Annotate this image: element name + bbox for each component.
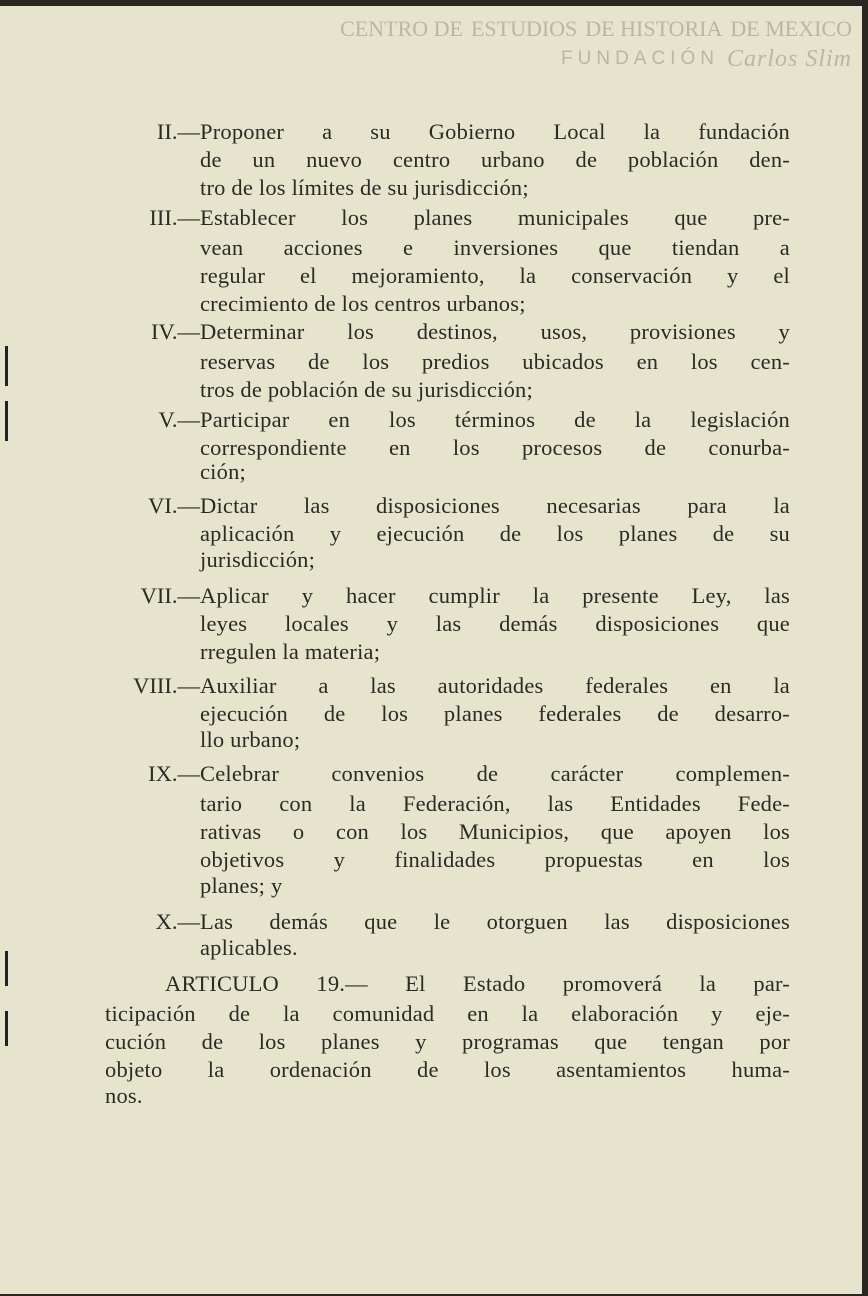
article-text-line: ticipación de la comunidad en la elaboración y eje- [105,1001,790,1026]
item-text-line: de un nuevo centro urbano de población den- [200,147,790,172]
item-text-line: Proponer a su Gobierno Local la fundación [200,119,790,144]
item-numeral: IX.— [148,761,200,786]
item-numeral: X.— [155,909,200,934]
item-text-line: rregulen la materia; [200,639,381,664]
watermark-line: CENTRO DE [340,16,463,41]
item-text-line: tro de los límites de su jurisdicción; [200,175,529,200]
watermark-logo [232,14,852,74]
watermark-signature: Carlos Slim [726,46,852,72]
watermark-title-row [232,14,852,44]
item-text-line: Celebrar convenios de carácter complemen- [200,761,790,786]
item-text-line: aplicables. [200,935,298,960]
watermark-line: ESTUDIOS [470,16,578,41]
binding-mark [5,951,8,986]
article-text-line: nos. [105,1083,143,1108]
item-text-line: ción; [200,459,246,484]
item-text-line: tario con la Federación, las Entidades Fede- [200,791,790,816]
watermark-line: DE HISTORIA [585,16,723,41]
item-numeral: III.— [149,205,200,230]
item-text-line: crecimiento de los centros urbanos; [200,291,526,316]
item-text-line: correspondiente en los procesos de conurba- [200,435,790,460]
binding-mark [5,346,8,386]
item-text-line: objetivos y finalidades propuestas en los [200,847,790,872]
item-numeral: VII.— [140,583,200,608]
item-text-line: rativas o con los Municipios, que apoyen los [200,819,790,844]
article-text-line: ARTICULO 19.— El Estado promoverá la par- [165,971,790,996]
item-text-line: leyes locales y las demás disposiciones que [200,611,790,636]
item-text-line: tros de población de su jurisdicción; [200,377,533,402]
item-text-line: ejecución de los planes federales de desarro- [200,701,790,726]
item-text-line: vean acciones e inversiones que tiendan a [200,235,790,260]
binding-mark [5,401,8,441]
article-text-line: cución de los planes y programas que tengan por [105,1029,790,1054]
item-text-line: aplicación y ejecución de los planes de su [200,521,790,546]
item-text-line: Determinar los destinos, usos, provisiones y [200,319,790,344]
item-text-line: Participar en los términos de la legislación [200,407,790,432]
watermark-foundation-row [232,44,852,74]
item-text-line: Dictar las disposiciones necesarias para la [200,493,790,518]
binding-mark [5,1011,8,1046]
item-numeral: VIII.— [133,673,200,698]
article-text-line: objeto la ordenación de los asentamientos huma- [105,1057,790,1082]
document-page [0,6,862,1294]
item-text-line: planes; y [200,873,283,898]
item-numeral: V.— [158,407,200,432]
watermark-line: DE MEXICO [730,16,852,41]
item-text-line: Auxiliar a las autoridades federales en la [200,673,790,698]
item-text-line: reservas de los predios ubicados en los cen- [200,349,790,374]
item-text-line: jurisdicción; [200,547,316,572]
item-text-line: Establecer los planes municipales que pre- [200,205,790,230]
item-text-line: llo urbano; [200,727,301,752]
item-text-line: Aplicar y hacer cumplir la presente Ley, las [200,583,790,608]
item-text-line: Las demás que le otorguen las disposiciones [200,909,790,934]
item-numeral: VI.— [148,493,200,518]
item-numeral: IV.— [151,319,200,344]
item-numeral: II.— [156,119,200,144]
item-text-line: regular el mejoramiento, la conservación y el [200,263,790,288]
watermark-foundation: FUNDACIÓN [561,48,719,69]
